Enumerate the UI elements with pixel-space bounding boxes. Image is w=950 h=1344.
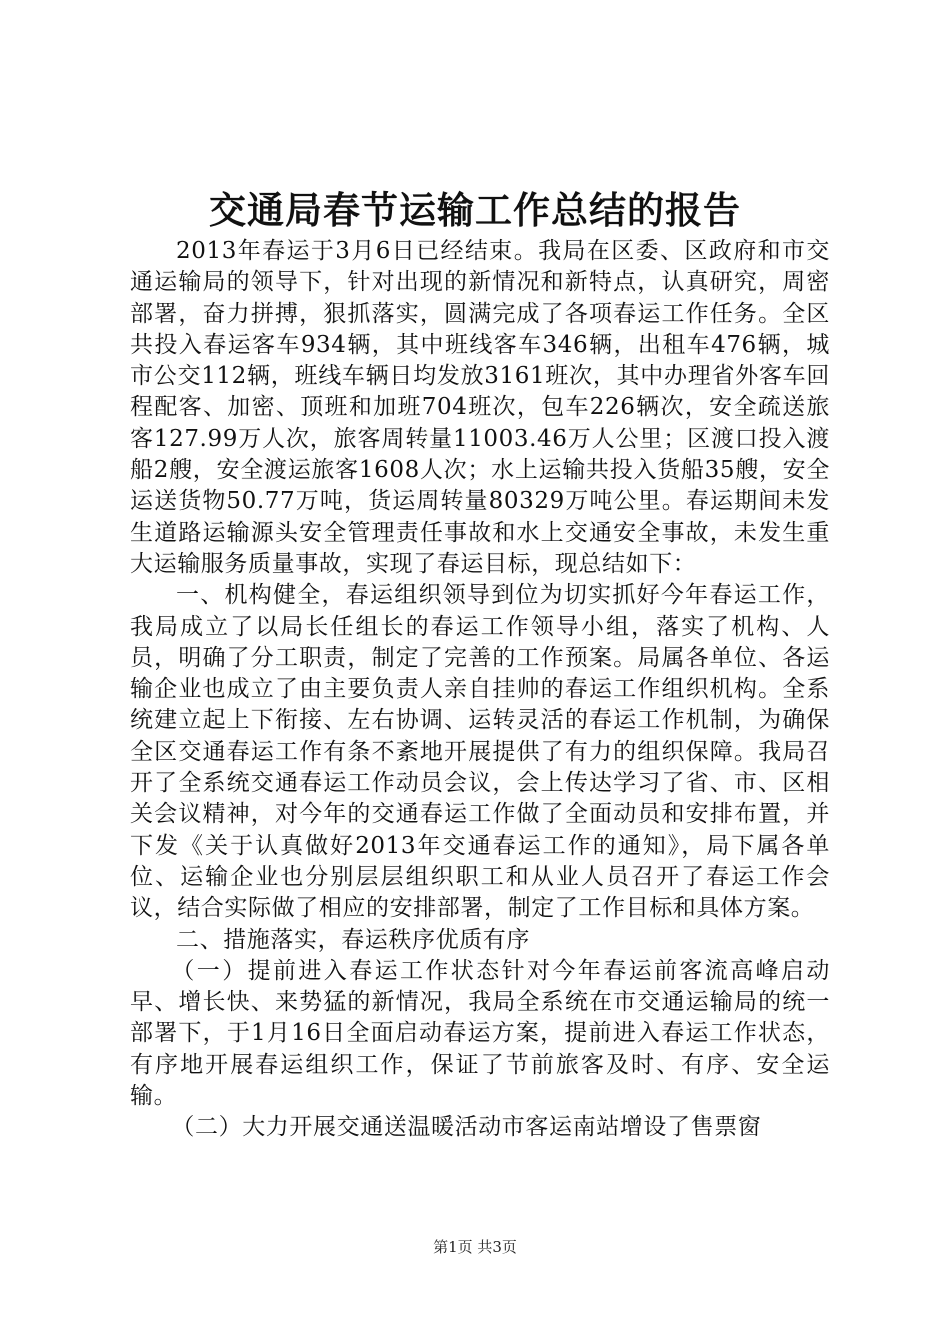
paragraph-subsection-1: （一）提前进入春运工作状态针对今年春运前客流高峰启动早、增长快、来势猛的新情况，我局全系统在市交通运输局的统一部署下，于1月16日全面启动春运方案，提前进入春运工作状态，有序地开展春运组织工作，保证了节前旅客及时、有序、安全运输。	[130, 957, 830, 1110]
paragraph-intro: 2013年春运于3月6日已经结束。我局在区委、区政府和市交通运输局的领导下，针对出现的新情况和新特点，认真研究，周密部署，奋力拼搏，狠抓落实，圆满完成了各项春运工作任务。全区共投入春运客车934辆，其中班线客车346辆，出租车476辆，城市公交112辆，班线车辆日均发放3161班次，其中办理省外客车回程配客、加密、顶班和加班704班次，包车226辆次，安全疏送旅客127.99万人次，旅客周转量11003.46万人公里；区渡口投入渡船2艘，安全渡运旅客1608人次；水上运输共投入货船35艘，安全运送货物50.77万吨，货运周转量80329万吨公里。春运期间未发生道路运输源头安全管理责任事故和水上交通安全事故，未发生重大运输服务质量事故，实现了春运目标，现总结如下：	[130, 238, 830, 577]
page-footer: 第1页 共3页	[433, 1238, 517, 1256]
document-body	[130, 236, 830, 1144]
paragraph-section-1: 一、机构健全，春运组织领导到位为切实抓好今年春运工作，我局成立了以局长任组长的春运工作领导小组，落实了机构、人员，明确了分工职责，制定了完善的工作预案。局属各单位、各运输企业也成立了由主要负责人亲自挂帅的春运工作组织机构。全系统建立起上下衔接、左右协调、运转灵活的春运工作机制，为确保全区交通春运工作有条不紊地开展提供了有力的组织保障。我局召开了全系统交通春运工作动员会议，会上传达学习了省、市、区相关会议精神，对今年的交通春运工作做了全面动员和安排布置，并下发《关于认真做好2013年交通春运工作的通知》，局下属各单位、运输企业也分别层层组织职工和从业人员召开了春运工作会议，结合实际做了相应的安排部署，制定了工作目标和具体方案。	[130, 582, 830, 922]
paragraph-subsection-2: （二）大力开展交通送温暖活动市客运南站增设了售票窗	[171, 1114, 762, 1141]
section-heading-2: 二、措施落实，春运秩序优质有序	[176, 926, 530, 953]
document-title: 交通局春节运输工作总结的报告	[209, 188, 741, 232]
